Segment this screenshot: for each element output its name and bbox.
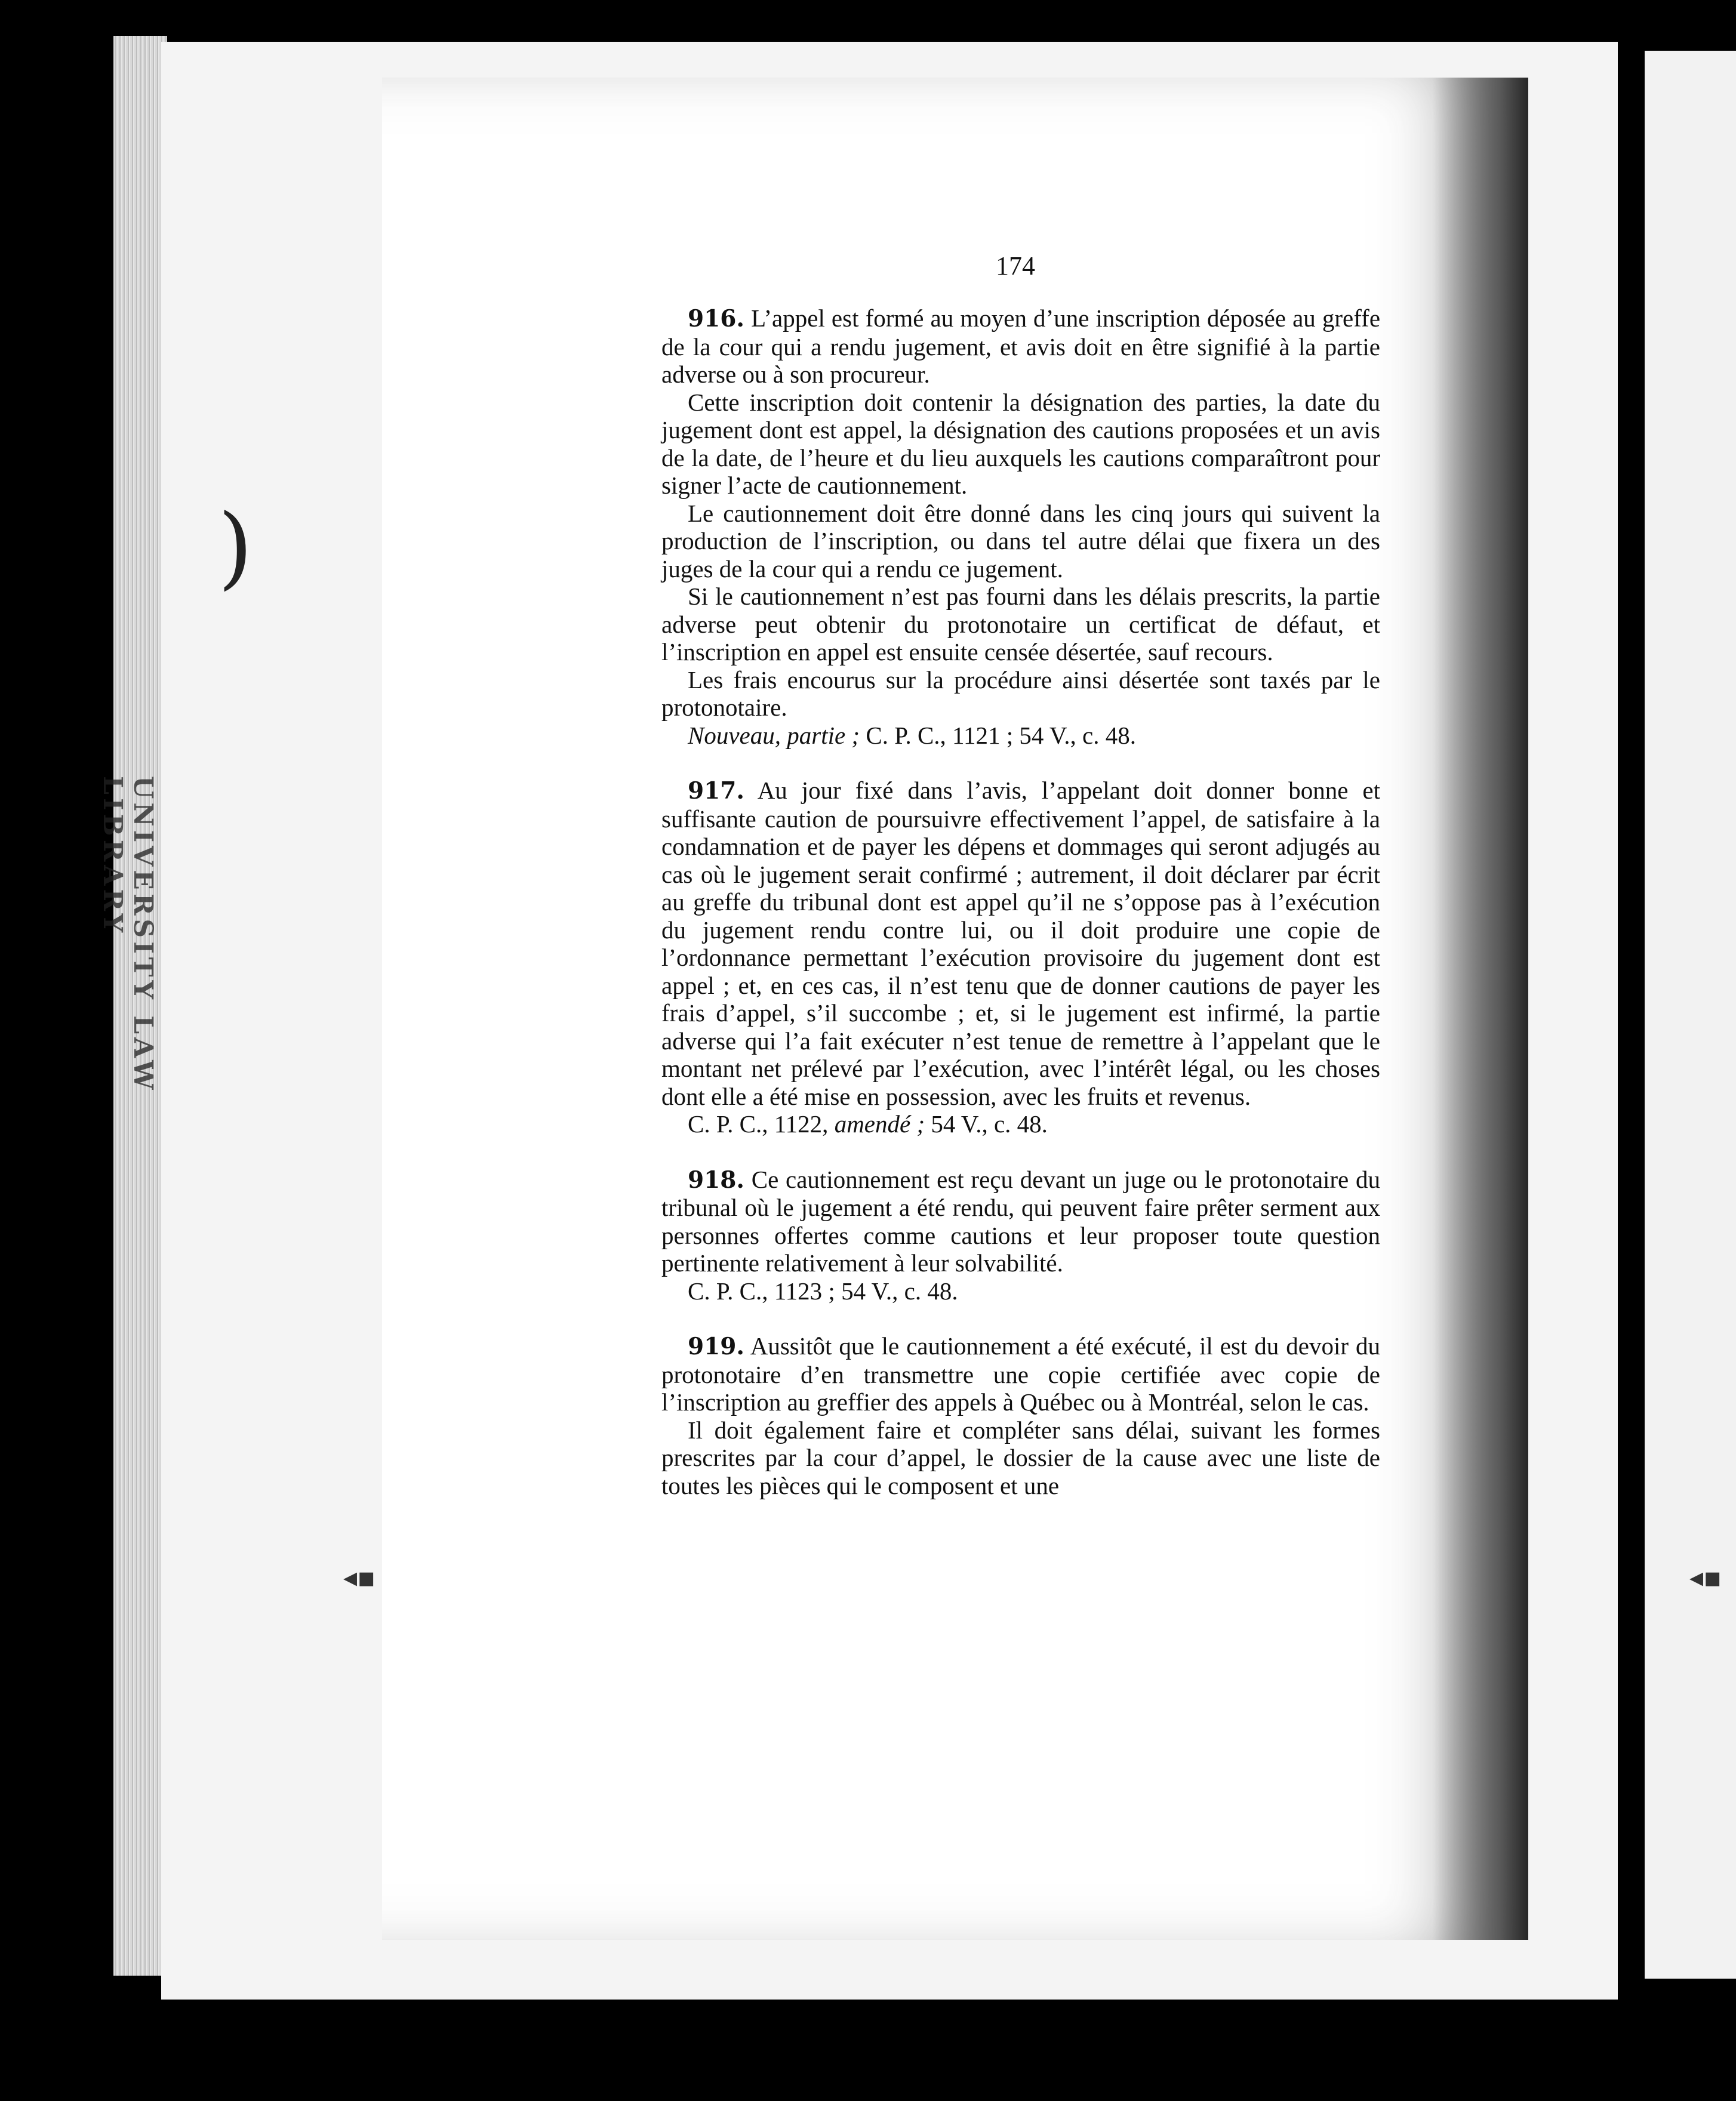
citation-italic: amendé ; xyxy=(834,1110,925,1138)
binding-clip-right-icon: ◂▪ xyxy=(1689,1561,1722,1593)
article-paragraph xyxy=(661,1332,1380,1416)
article-paragraph xyxy=(661,583,1380,666)
article-paragraph xyxy=(661,1416,1380,1500)
next-page-edge xyxy=(1645,51,1736,1979)
spine-library-stamp: UNIVERSITY LAW LIBRARY xyxy=(97,776,158,1093)
citation-italic: Nouveau, partie ; xyxy=(688,721,860,749)
article-citation xyxy=(661,722,1380,750)
paragraph-text: Ce cautionnement est reçu devant un juge ou le protonotaire du tribunal où le jugement a été rendu, qui peuvent faire prêter serment aux personnes offertes comme cautions et leur proposer toute question pertinente relativement à leur solvabilité. xyxy=(661,1165,1380,1277)
paragraph-text: L’appel est formé au moyen d’une inscription déposée au greffe de la cour qui a rendu jugement, et avis doit en être signifié à la partie adverse ou à son procureur. xyxy=(661,304,1381,388)
page-shadow xyxy=(1433,78,1528,1940)
binding-clip-left-icon: ◂▪ xyxy=(343,1561,376,1593)
article-paragraph xyxy=(661,1166,1380,1277)
paragraph-text: Les frais encourus sur la procédure ainsi désertée sont taxés par le protonotaire. xyxy=(661,666,1380,721)
paragraph-text: Le cautionnement doit être donné dans les cinq jours qui suivent la production de l’inscription, ou dans tel autre délai que fixera un des juges de la cour qui a rendu ce jugement. xyxy=(661,499,1380,583)
citation-text: C. P. C., 1123 ; 54 V., c. 48. xyxy=(688,1277,958,1305)
article-paragraph xyxy=(661,304,1380,389)
paragraph-text: Cette inscription doit contenir la désignation des parties, la date du jugement dont est appel, la désignation des cautions proposées et un avis de la date, de l’heure et du lieu auxquels les cautions comparaîtront pour signer l’acte de cautionnement. xyxy=(661,388,1380,499)
article-paragraph xyxy=(661,389,1380,500)
citation-text: 54 V., c. 48. xyxy=(925,1110,1048,1138)
article-number: 918. xyxy=(688,1166,744,1194)
article-paragraph xyxy=(661,500,1380,583)
page-number: 174 xyxy=(996,251,1035,281)
paragraph-text: Au jour fixé dans l’avis, l’appelant doit donner bonne et suffisante caution de poursuivre effectivement l’appel, de satisfaire à la condamnation et de payer les dépens et dommages qui seront adjugés au cas où le jugement serait confirmé ; autrement, il doit déclarer par écrit au greffe du tribunal dont est appel qu’il ne s’oppose pas à l’exécution du jugement rendu contre lui, ou il doit produire une copie de l’ordonnance permettant l’exécution provisoire du jugement dont est appel ; et, en ces cas, il n’est tenu que de donner cautions de payer les frais d’appel, s’il succombe ; et, si le jugement est infirmé, la partie adverse qui l’a fait exécuter n’est tenue de remettre à l’appelant que le montant net prélevé par l’exécution, avec l’intérêt légal, ou les choses dont elle a été mise en possession, avec les fruits et revenus. xyxy=(661,777,1380,1110)
citation-text: C. P. C., 1122, xyxy=(688,1110,835,1138)
article-number: 917. xyxy=(688,777,744,805)
citation-text: C. P. C., 1121 ; 54 V., c. 48. xyxy=(860,721,1136,749)
paragraph-text: Aussitôt que le cautionnement a été exécuté, il est du devoir du protonotaire d’en transmettre une copie certifiée avec copie de l’inscription au greffier des appels à Québec ou à Montréal, selon le cas. xyxy=(661,1332,1380,1416)
article-paragraph xyxy=(661,777,1380,1110)
article-number: 916. xyxy=(688,305,744,332)
article-citation xyxy=(661,1277,1380,1305)
margin-bracket-mark: ) xyxy=(218,495,253,599)
paragraph-text: Si le cautionnement n’est pas fourni dans les délais prescrits, la partie adverse peut obtenir du protonotaire un certificat de défaut, et l’inscription en appel est ensuite censée désertée, sauf recours. xyxy=(661,583,1380,666)
paragraph-text: Il doit également faire et compléter sans délai, suivant les formes prescrites par la cour d’appel, le dossier de la cause avec une liste de toutes les pièces qui le composent et une xyxy=(661,1416,1380,1499)
article-number: 919. xyxy=(688,1333,744,1360)
article-paragraph xyxy=(661,666,1380,722)
article-citation xyxy=(661,1110,1380,1138)
article-text xyxy=(661,304,1380,1499)
